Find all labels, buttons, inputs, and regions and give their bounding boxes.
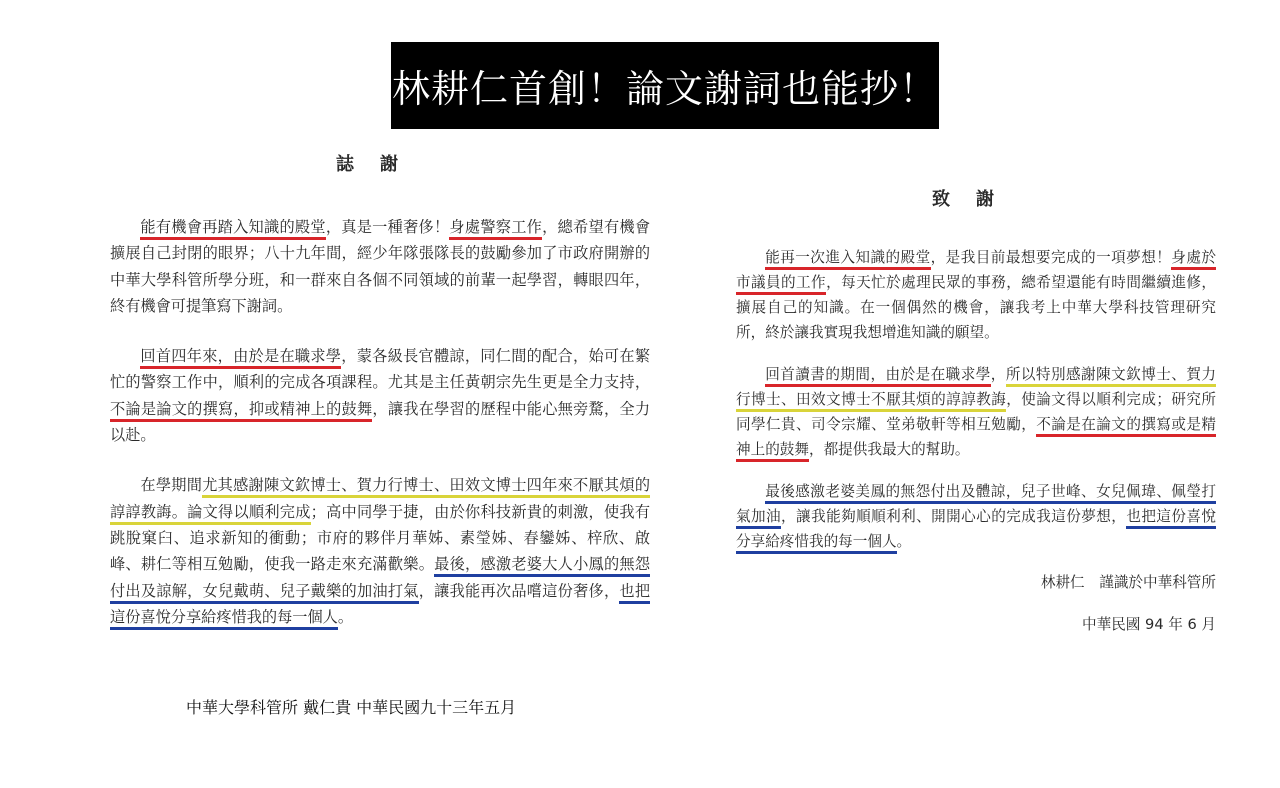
blue-underlined-phrase: 最後，感激老婆大人小鳳的無怨付出及諒解，女兒戴萌、兒子戴樂的加油打氣	[110, 555, 650, 603]
text-run: ，真是一種奢侈！	[325, 218, 450, 236]
left-doc-source-caption: 中華大學科管所 戴仁貴 中華民國九十三年五月	[186, 698, 517, 717]
left-acknowledgement-document	[110, 150, 650, 654]
text-run: ，蒙各級長官體諒，同仁間的配合，始可在繁忙的警察工作中，順利的完成各項課程。尤其是主任黃朝宗先生更是全力支持，	[110, 347, 651, 392]
text-run: 在學期間	[140, 476, 203, 495]
text-run: 。	[337, 607, 353, 626]
yellow-underlined-phrase: 尤其感謝陳文欽博士、賀力行博士、田效文博士四年來不厭其煩的諄諄教誨。論文得以順利完成	[110, 476, 650, 524]
red-underlined-phrase: 能有機會再踏入知識的殿堂	[140, 218, 325, 240]
red-underlined-phrase: 不論是在論文的撰寫或是精神上的鼓舞	[736, 416, 1216, 462]
yellow-underlined-phrase: 所以特別感謝陳文欽博士、賀力行博士、田效文博士不厭其煩的諄諄教誨	[736, 366, 1216, 412]
right-acknowledgement-document	[736, 185, 1216, 655]
text-run: ，是我目前最想要完成的一項夢想！	[930, 249, 1172, 266]
red-underlined-phrase: 回首四年來，由於是在職求學	[140, 347, 341, 369]
text-run: ，都提供我最大的幫助。	[808, 441, 970, 458]
text-run: ，總希望有機會擴展自己封閉的眼界；八十九年間，經少年隊張隊長的鼓勵參加了市政府開辦的中華大學科管所學分班，和一群來自各個不同領域的前輩一起學習，轉眼四年，終有機會可提筆寫下謝詞。	[110, 218, 651, 315]
right-paragraph-1	[736, 245, 1216, 345]
blue-underlined-phrase: 最後感激老婆美鳳的無怨付出及體諒，兒子世峰、女兒佩瑋、佩瑩打氣加油	[736, 483, 1216, 529]
headline-banner	[391, 42, 939, 129]
blue-underlined-phrase: 也把這份喜悅分享給疼惜我的每一個人	[736, 508, 1216, 554]
right-paragraph-2	[736, 362, 1216, 462]
left-doc-title: 誌謝	[336, 154, 424, 175]
text-run: ，讓我能夠順順利利、開開心心的完成我這份夢想，	[781, 508, 1127, 525]
red-underlined-phrase: 身處警察工作	[449, 218, 542, 240]
left-paragraph-2	[110, 343, 650, 448]
text-run: 。	[896, 533, 912, 550]
right-doc-title: 致謝	[932, 189, 1020, 210]
right-signature: 林耕仁 謹識於中華科管所	[1040, 574, 1216, 591]
red-underlined-phrase: 身處於市議員的工作	[736, 249, 1216, 295]
left-paragraph-1	[110, 214, 650, 319]
text-run: ，使論文得以順利完成；研究所同學仁貴、司令宗耀、堂弟敬軒等相互勉勵，	[736, 391, 1216, 433]
red-underlined-phrase: 能再一次進入知識的殿堂	[765, 249, 930, 270]
text-run: ，	[990, 366, 1006, 383]
right-paragraph-3	[736, 479, 1216, 554]
red-underlined-phrase: 不論是論文的撰寫，抑或精神上的鼓舞	[110, 400, 372, 422]
red-underlined-phrase: 回首讀書的期間，由於是在職求學	[765, 366, 991, 387]
text-run: ；高中同學于捷，由於你科技新貴的刺激，使我有跳脫窠臼、追求新知的衝動；市府的夥伴月華姊、素瑩姊、春鑾姊、梓欣、啟峰、耕仁等相互勉勵，使我一路走來充滿歡樂。	[110, 502, 651, 574]
text-run: ，讓我能再次品嚐這份奢侈，	[418, 581, 620, 600]
left-paragraph-3	[110, 472, 650, 630]
text-run: ，讓我在學習的歷程中能心無旁騖，全力以赴。	[110, 399, 651, 445]
right-date: 中華民國 94 年 6 月	[1082, 616, 1216, 633]
headline-text: 林耕仁首創！論文謝詞也能抄！	[391, 67, 938, 111]
text-run: ，每天忙於處理民眾的事務，總希望還能有時間繼續進修，擴展自己的知識。在一個偶然的機會，讓我考上中華大學科技管理研究所，終於讓我實現我想增進知識的願望。	[736, 274, 1216, 341]
blue-underlined-phrase: 也把這份喜悅分享給疼惜我的每一個人	[110, 582, 650, 630]
